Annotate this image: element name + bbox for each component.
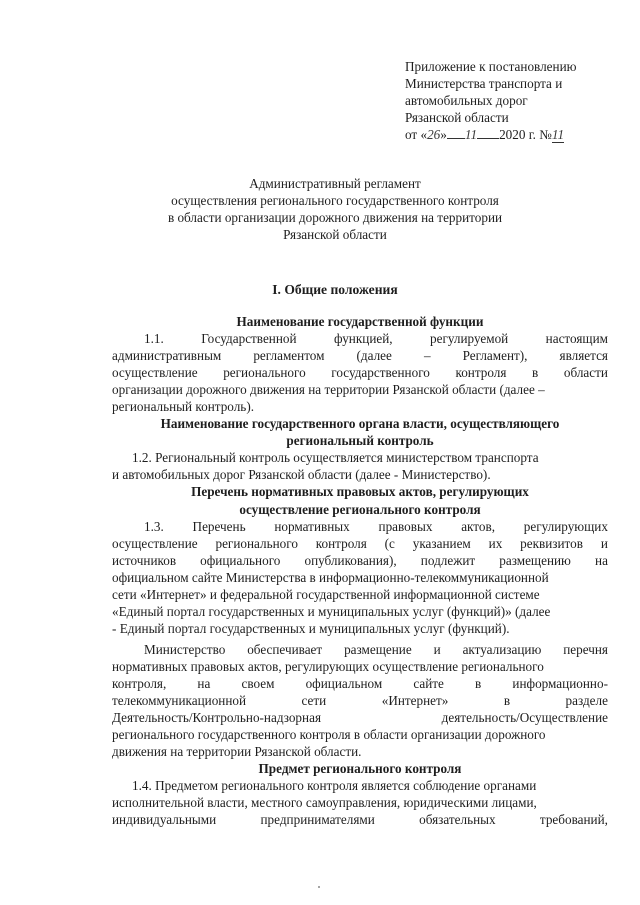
text-line [112, 692, 608, 709]
word: размещение [344, 641, 412, 657]
word: телекоммуникационной [112, 693, 247, 709]
word: актуализацию [462, 641, 542, 657]
word: регионального [223, 365, 306, 381]
word: перечня [563, 641, 608, 657]
word: своем [241, 675, 275, 691]
word: регулируемой [430, 331, 509, 347]
word: информационно- [512, 675, 608, 691]
appendix-line: Рязанской области [405, 110, 509, 125]
word: деятельность/Осуществление [441, 710, 608, 726]
word: указанием [412, 535, 471, 551]
document-body [112, 313, 608, 828]
word: Перечень [192, 518, 246, 534]
word: – [423, 348, 431, 364]
word: осуществление [112, 535, 198, 551]
text-line: официальном сайте Министерства в информационно-телекоммуникационной [112, 569, 549, 585]
regulation-title [100, 175, 570, 243]
word: источников [112, 552, 177, 568]
word: административным [112, 348, 222, 364]
word: в [475, 675, 482, 691]
appendix-line: Приложение к постановлению [405, 59, 577, 74]
text-line: исполнительной власти, местного самоуправления, юридическими лицами, [112, 795, 537, 811]
word: контроля, [112, 675, 167, 691]
word: официального [200, 552, 281, 568]
word: сети [301, 693, 327, 709]
word: регионального [215, 535, 298, 551]
date-prefix: от « [405, 127, 428, 142]
text-line: - Единый портал государственных и муниципальных услуг (функций). [112, 620, 510, 636]
appendix-line: автомобильных дорог [405, 93, 528, 108]
date-number-handwritten: 11 [551, 127, 565, 142]
text-line [112, 552, 608, 569]
word: на [197, 675, 211, 691]
text-line: движения на территории Рязанской области. [112, 744, 362, 760]
word: размещению [499, 552, 571, 568]
text-line [112, 364, 608, 381]
title-line: Рязанской области [283, 227, 387, 242]
text-line [112, 641, 608, 658]
word: в [532, 365, 539, 381]
title-line: Административный регламент [249, 176, 421, 191]
word: и [600, 535, 608, 551]
text-line: сети «Интернет» и федеральной государственной информационной системе [112, 586, 540, 602]
text-line [112, 535, 608, 552]
word: их [488, 535, 503, 551]
word: регулирующих [523, 518, 608, 534]
text-line: регионального государственного контроля в области организации дорожного [112, 727, 546, 743]
date-year: 2020 г. № [499, 127, 552, 142]
word: (с [384, 535, 395, 551]
word: является [559, 348, 608, 364]
title-line: осуществления регионального государственного контроля [171, 193, 499, 208]
word: (далее [356, 348, 392, 364]
text-line [112, 518, 608, 535]
word: правовых [378, 518, 433, 534]
word: подлежит [420, 552, 476, 568]
text-line [112, 330, 608, 347]
text-line: «Единый портал государственных и муниципальных услуг (функций)» (далее [112, 603, 551, 619]
appendix-date-line [405, 126, 615, 143]
text-line: организации дорожного движения на территории Рязанской области (далее – [112, 382, 545, 398]
word: «Интернет» [381, 693, 449, 709]
text-line: 1.2. Региональный контроль осуществляется министерством транспорта [132, 450, 539, 466]
subheading-function-name: Наименование государственной функции [236, 314, 484, 329]
text-line [112, 675, 608, 692]
word: в [503, 693, 511, 709]
text-line: нормативных правовых актов, регулирующих осуществление регионального [112, 658, 544, 674]
word: предпринимателями [260, 812, 375, 828]
word: Министерство [144, 641, 226, 657]
word: опубликования), [304, 552, 397, 568]
word: нормативных [274, 518, 350, 534]
date-mid: » [440, 127, 447, 142]
word: 1.3. [144, 518, 164, 534]
text-line [112, 811, 608, 828]
date-day-handwritten: 26 [427, 127, 441, 142]
title-line: в области организации дорожного движения на территории [167, 210, 503, 225]
word: функцией, [334, 331, 393, 347]
scan-dot [318, 886, 320, 888]
subheading-legal-acts-cont: осуществление регионального контроля [239, 501, 481, 517]
word: регламентом [253, 348, 325, 364]
date-month-handwritten: 11 [464, 127, 478, 142]
word: области [563, 365, 608, 381]
subheading-authority-cont: региональный контроль [286, 433, 434, 449]
word: контроля [315, 535, 367, 551]
text-line [112, 347, 608, 364]
word: обязательных [419, 812, 496, 828]
subheading-legal-acts: Перечень нормативных правовых актов, регулирующих [191, 484, 529, 500]
word: официальном [305, 675, 383, 691]
word: разделе [565, 693, 608, 709]
word: настоящим [545, 331, 608, 347]
word: Деятельность/Контрольно-надзорная [112, 710, 322, 726]
word: и [433, 641, 441, 657]
word: обеспечивает [247, 641, 323, 657]
word: государственного [331, 365, 430, 381]
subheading-authority: Наименование государственного органа власти, осуществляющего [160, 416, 560, 432]
word: Регламент), [462, 348, 528, 364]
word: Государственной [201, 331, 297, 347]
word: актов, [461, 518, 495, 534]
section-title: I. Общие положения [272, 282, 398, 297]
text-line: 1.4. Предметом регионального контроля является соблюдение органами [132, 778, 537, 794]
text-line: региональный контроль). [112, 399, 255, 415]
word: индивидуальными [112, 812, 217, 828]
word: требований, [539, 812, 608, 828]
word: контроля [455, 365, 507, 381]
word: 1.1. [144, 331, 164, 347]
text-line: и автомобильных дорог Рязанской области (далее - Министерство). [112, 467, 491, 483]
appendix-block [405, 58, 615, 143]
word: реквизитов [520, 535, 583, 551]
word: на [595, 552, 608, 568]
text-line [112, 709, 608, 726]
subheading-control-subject: Предмет регионального контроля [258, 761, 462, 777]
word: осуществление [112, 365, 198, 381]
appendix-line: Министерства транспорта и [405, 76, 563, 91]
word: сайте [413, 675, 444, 691]
